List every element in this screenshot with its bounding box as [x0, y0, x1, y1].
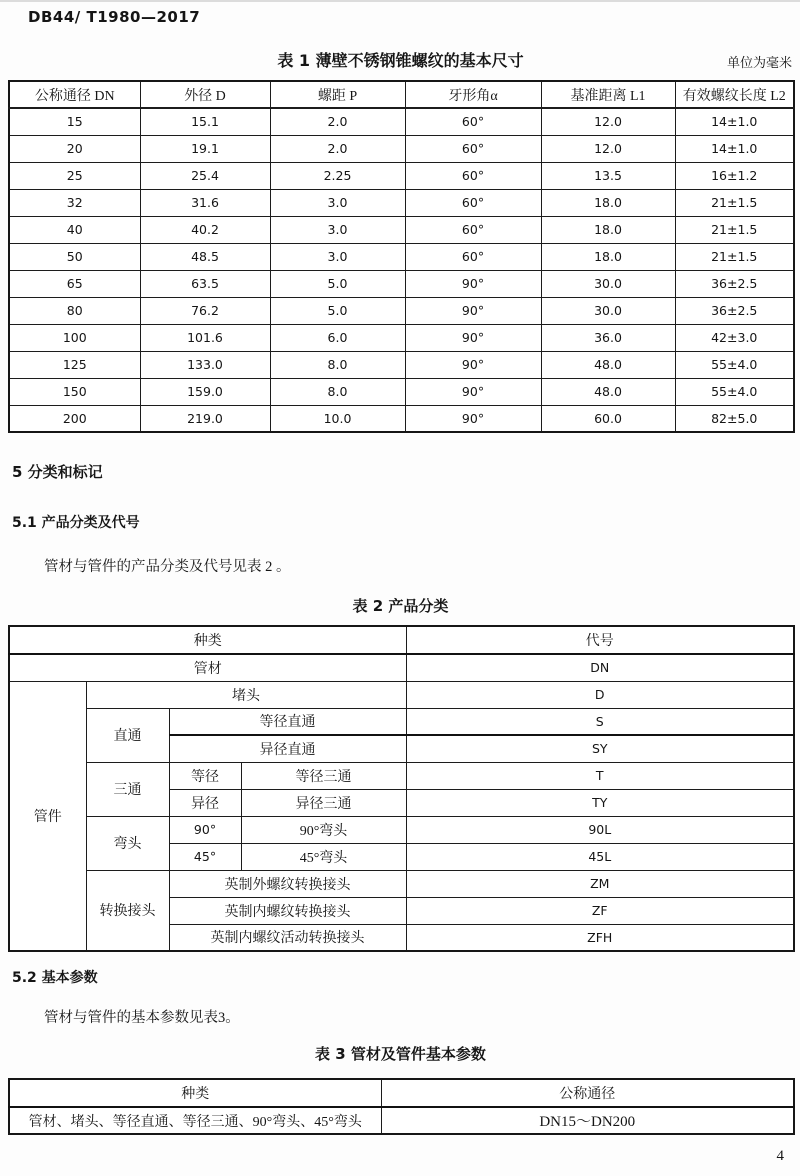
table2-row-plug [9, 681, 794, 708]
t1-cell: 55±4.0 [675, 378, 794, 405]
table2-caption: 表 2 产品分类 [352, 597, 449, 615]
t2-plug-code: D [406, 681, 794, 708]
table2-row-elbow-90 [9, 816, 794, 843]
table2-row-tee-equal [9, 762, 794, 789]
section-5-2-heading: 5.2 基本参数 [12, 970, 98, 986]
t1-cell: 60° [405, 243, 541, 270]
t1-cell: 25.4 [140, 162, 270, 189]
t2-fitting-group-label: 管件 [9, 681, 86, 951]
table1-header-row [9, 81, 794, 108]
t1-cell: 14±1.0 [675, 108, 794, 135]
table2-product-classification [8, 625, 795, 952]
table2-row-straight-equal [9, 708, 794, 735]
t2-kind-header: 种类 [9, 626, 406, 654]
table1-row [9, 405, 794, 432]
t1-cell: 60° [405, 135, 541, 162]
t1-cell: 60° [405, 189, 541, 216]
t1-header-angle: 牙形角α [405, 81, 541, 108]
table1-row [9, 324, 794, 351]
t1-cell: 8.0 [270, 351, 405, 378]
t2-tee-equal-label: 等径三通 [241, 762, 406, 789]
section-5-1-paragraph: 管材与管件的产品分类及代号见表 2 。 [44, 559, 291, 575]
table1-thread-dimensions [8, 80, 795, 433]
t2-adapter-female-code: ZF [406, 897, 794, 924]
t1-cell: 3.0 [270, 216, 405, 243]
t1-cell: 16±1.2 [675, 162, 794, 189]
t2-tee-label: 三通 [86, 762, 169, 816]
t1-cell: 40.2 [140, 216, 270, 243]
t1-cell: 30.0 [541, 297, 675, 324]
t1-cell: 2.0 [270, 135, 405, 162]
t1-cell: 19.1 [140, 135, 270, 162]
t1-cell: 12.0 [541, 135, 675, 162]
t1-cell: 5.0 [270, 297, 405, 324]
t2-straight-equal-code: S [406, 708, 794, 735]
table2-header-row [9, 626, 794, 654]
table1-row [9, 378, 794, 405]
page-number: 4 [776, 1148, 784, 1164]
t1-cell: 40 [9, 216, 140, 243]
t2-tee-reduced-sub: 异径 [169, 789, 241, 816]
t1-cell: 36±2.5 [675, 270, 794, 297]
t1-cell: 21±1.5 [675, 189, 794, 216]
t2-code-header: 代号 [406, 626, 794, 654]
table1-row [9, 297, 794, 324]
t1-cell: 13.5 [541, 162, 675, 189]
table1-row [9, 189, 794, 216]
t1-cell: 60° [405, 216, 541, 243]
table1-row [9, 162, 794, 189]
t3-kind-value: 管材、堵头、等径直通、等径三通、90°弯头、45°弯头 [9, 1107, 381, 1134]
table3-data-row [9, 1107, 794, 1134]
t1-cell: 150 [9, 378, 140, 405]
table3-basic-parameters [8, 1078, 795, 1135]
t1-header-l1: 基准距离 L1 [541, 81, 675, 108]
t1-cell: 55±4.0 [675, 351, 794, 378]
t2-adapter-male-code: ZM [406, 870, 794, 897]
t3-kind-header: 种类 [9, 1079, 381, 1107]
t1-cell: 12.0 [541, 108, 675, 135]
t3-dn-value: DN15～DN200 [381, 1107, 794, 1134]
t2-tee-equal-sub: 等径 [169, 762, 241, 789]
section-5-2-paragraph: 管材与管件的基本参数见表3。 [44, 1010, 240, 1026]
t1-cell: 10.0 [270, 405, 405, 432]
t2-adapter-male-label: 英制外螺纹转换接头 [169, 870, 406, 897]
t1-cell: 18.0 [541, 243, 675, 270]
t1-cell: 219.0 [140, 405, 270, 432]
table1-row [9, 108, 794, 135]
section-5-heading: 5 分类和标记 [12, 463, 103, 481]
t1-cell: 200 [9, 405, 140, 432]
t1-cell: 80 [9, 297, 140, 324]
t2-pipe-code: DN [406, 654, 794, 681]
t2-elbow-90-label: 90°弯头 [241, 816, 406, 843]
t1-cell: 36.0 [541, 324, 675, 351]
t2-elbow-45-sub: 45° [169, 843, 241, 870]
t1-cell: 48.0 [541, 378, 675, 405]
t1-cell: 25 [9, 162, 140, 189]
t1-header-pitch: 螺距 P [270, 81, 405, 108]
scan-edge-artifact [0, 0, 800, 2]
t1-cell: 63.5 [140, 270, 270, 297]
t1-cell: 82±5.0 [675, 405, 794, 432]
t2-adapter-union-label: 英制内螺纹活动转换接头 [169, 924, 406, 951]
t1-cell: 18.0 [541, 216, 675, 243]
t2-straight-reduced-code: SY [406, 735, 794, 762]
table2-row-pipe [9, 654, 794, 681]
unit-note: 单位为毫米 [726, 55, 792, 70]
t1-cell: 30.0 [541, 270, 675, 297]
t1-cell: 48.5 [140, 243, 270, 270]
t1-cell: 90° [405, 378, 541, 405]
t1-cell: 8.0 [270, 378, 405, 405]
table1-row [9, 243, 794, 270]
t2-tee-reduced-label: 异径三通 [241, 789, 406, 816]
table3-header-row [9, 1079, 794, 1107]
t1-cell: 32 [9, 189, 140, 216]
t2-elbow-label: 弯头 [86, 816, 169, 870]
t1-cell: 125 [9, 351, 140, 378]
t1-cell: 21±1.5 [675, 216, 794, 243]
t1-cell: 90° [405, 270, 541, 297]
t1-cell: 90° [405, 405, 541, 432]
t1-cell: 2.25 [270, 162, 405, 189]
doc-number: DB44/ T1980—2017 [28, 8, 201, 26]
t2-straight-reduced-label: 异径直通 [169, 735, 406, 762]
t1-header-l2: 有效螺纹长度 L2 [675, 81, 794, 108]
t1-cell: 36±2.5 [675, 297, 794, 324]
t1-cell: 2.0 [270, 108, 405, 135]
t1-cell: 100 [9, 324, 140, 351]
t1-cell: 21±1.5 [675, 243, 794, 270]
t2-straight-equal-label: 等径直通 [169, 708, 406, 735]
t1-cell: 48.0 [541, 351, 675, 378]
t1-cell: 60° [405, 162, 541, 189]
t1-cell: 14±1.0 [675, 135, 794, 162]
t2-straight-label: 直通 [86, 708, 169, 762]
t1-cell: 65 [9, 270, 140, 297]
table1-row [9, 135, 794, 162]
t1-cell: 90° [405, 324, 541, 351]
t1-cell: 101.6 [140, 324, 270, 351]
t1-cell: 159.0 [140, 378, 270, 405]
t1-cell: 133.0 [140, 351, 270, 378]
t1-cell: 20 [9, 135, 140, 162]
table1-row [9, 270, 794, 297]
t2-elbow-90-sub: 90° [169, 816, 241, 843]
t1-cell: 5.0 [270, 270, 405, 297]
t1-cell: 60° [405, 108, 541, 135]
t2-adapter-union-code: ZFH [406, 924, 794, 951]
t2-elbow-90-code: 90L [406, 816, 794, 843]
t2-tee-equal-code: T [406, 762, 794, 789]
t1-cell: 6.0 [270, 324, 405, 351]
t2-elbow-45-code: 45L [406, 843, 794, 870]
table3-caption: 表 3 管材及管件基本参数 [315, 1045, 486, 1063]
t1-cell: 31.6 [140, 189, 270, 216]
t1-cell: 60.0 [541, 405, 675, 432]
t1-cell: 15 [9, 108, 140, 135]
t2-adapter-label: 转换接头 [86, 870, 169, 951]
t1-cell: 18.0 [541, 189, 675, 216]
t1-cell: 3.0 [270, 189, 405, 216]
t2-tee-reduced-code: TY [406, 789, 794, 816]
table1-row [9, 351, 794, 378]
t1-cell: 15.1 [140, 108, 270, 135]
t3-dn-header: 公称通径 [381, 1079, 794, 1107]
t2-elbow-45-label: 45°弯头 [241, 843, 406, 870]
t2-pipe-label: 管材 [9, 654, 406, 681]
t1-cell: 90° [405, 297, 541, 324]
t1-cell: 42±3.0 [675, 324, 794, 351]
t2-plug-label: 堵头 [86, 681, 406, 708]
t1-cell: 76.2 [140, 297, 270, 324]
table2-row-adapter-male [9, 870, 794, 897]
table1-row [9, 216, 794, 243]
section-5-1-heading: 5.1 产品分类及代号 [12, 515, 140, 531]
t1-header-dn: 公称通径 DN [9, 81, 140, 108]
t1-header-od: 外径 D [140, 81, 270, 108]
t2-adapter-female-label: 英制内螺纹转换接头 [169, 897, 406, 924]
t1-cell: 3.0 [270, 243, 405, 270]
t1-cell: 90° [405, 351, 541, 378]
t1-cell: 50 [9, 243, 140, 270]
table1-caption: 表 1 薄壁不锈钢锥螺纹的基本尺寸 [277, 51, 524, 70]
